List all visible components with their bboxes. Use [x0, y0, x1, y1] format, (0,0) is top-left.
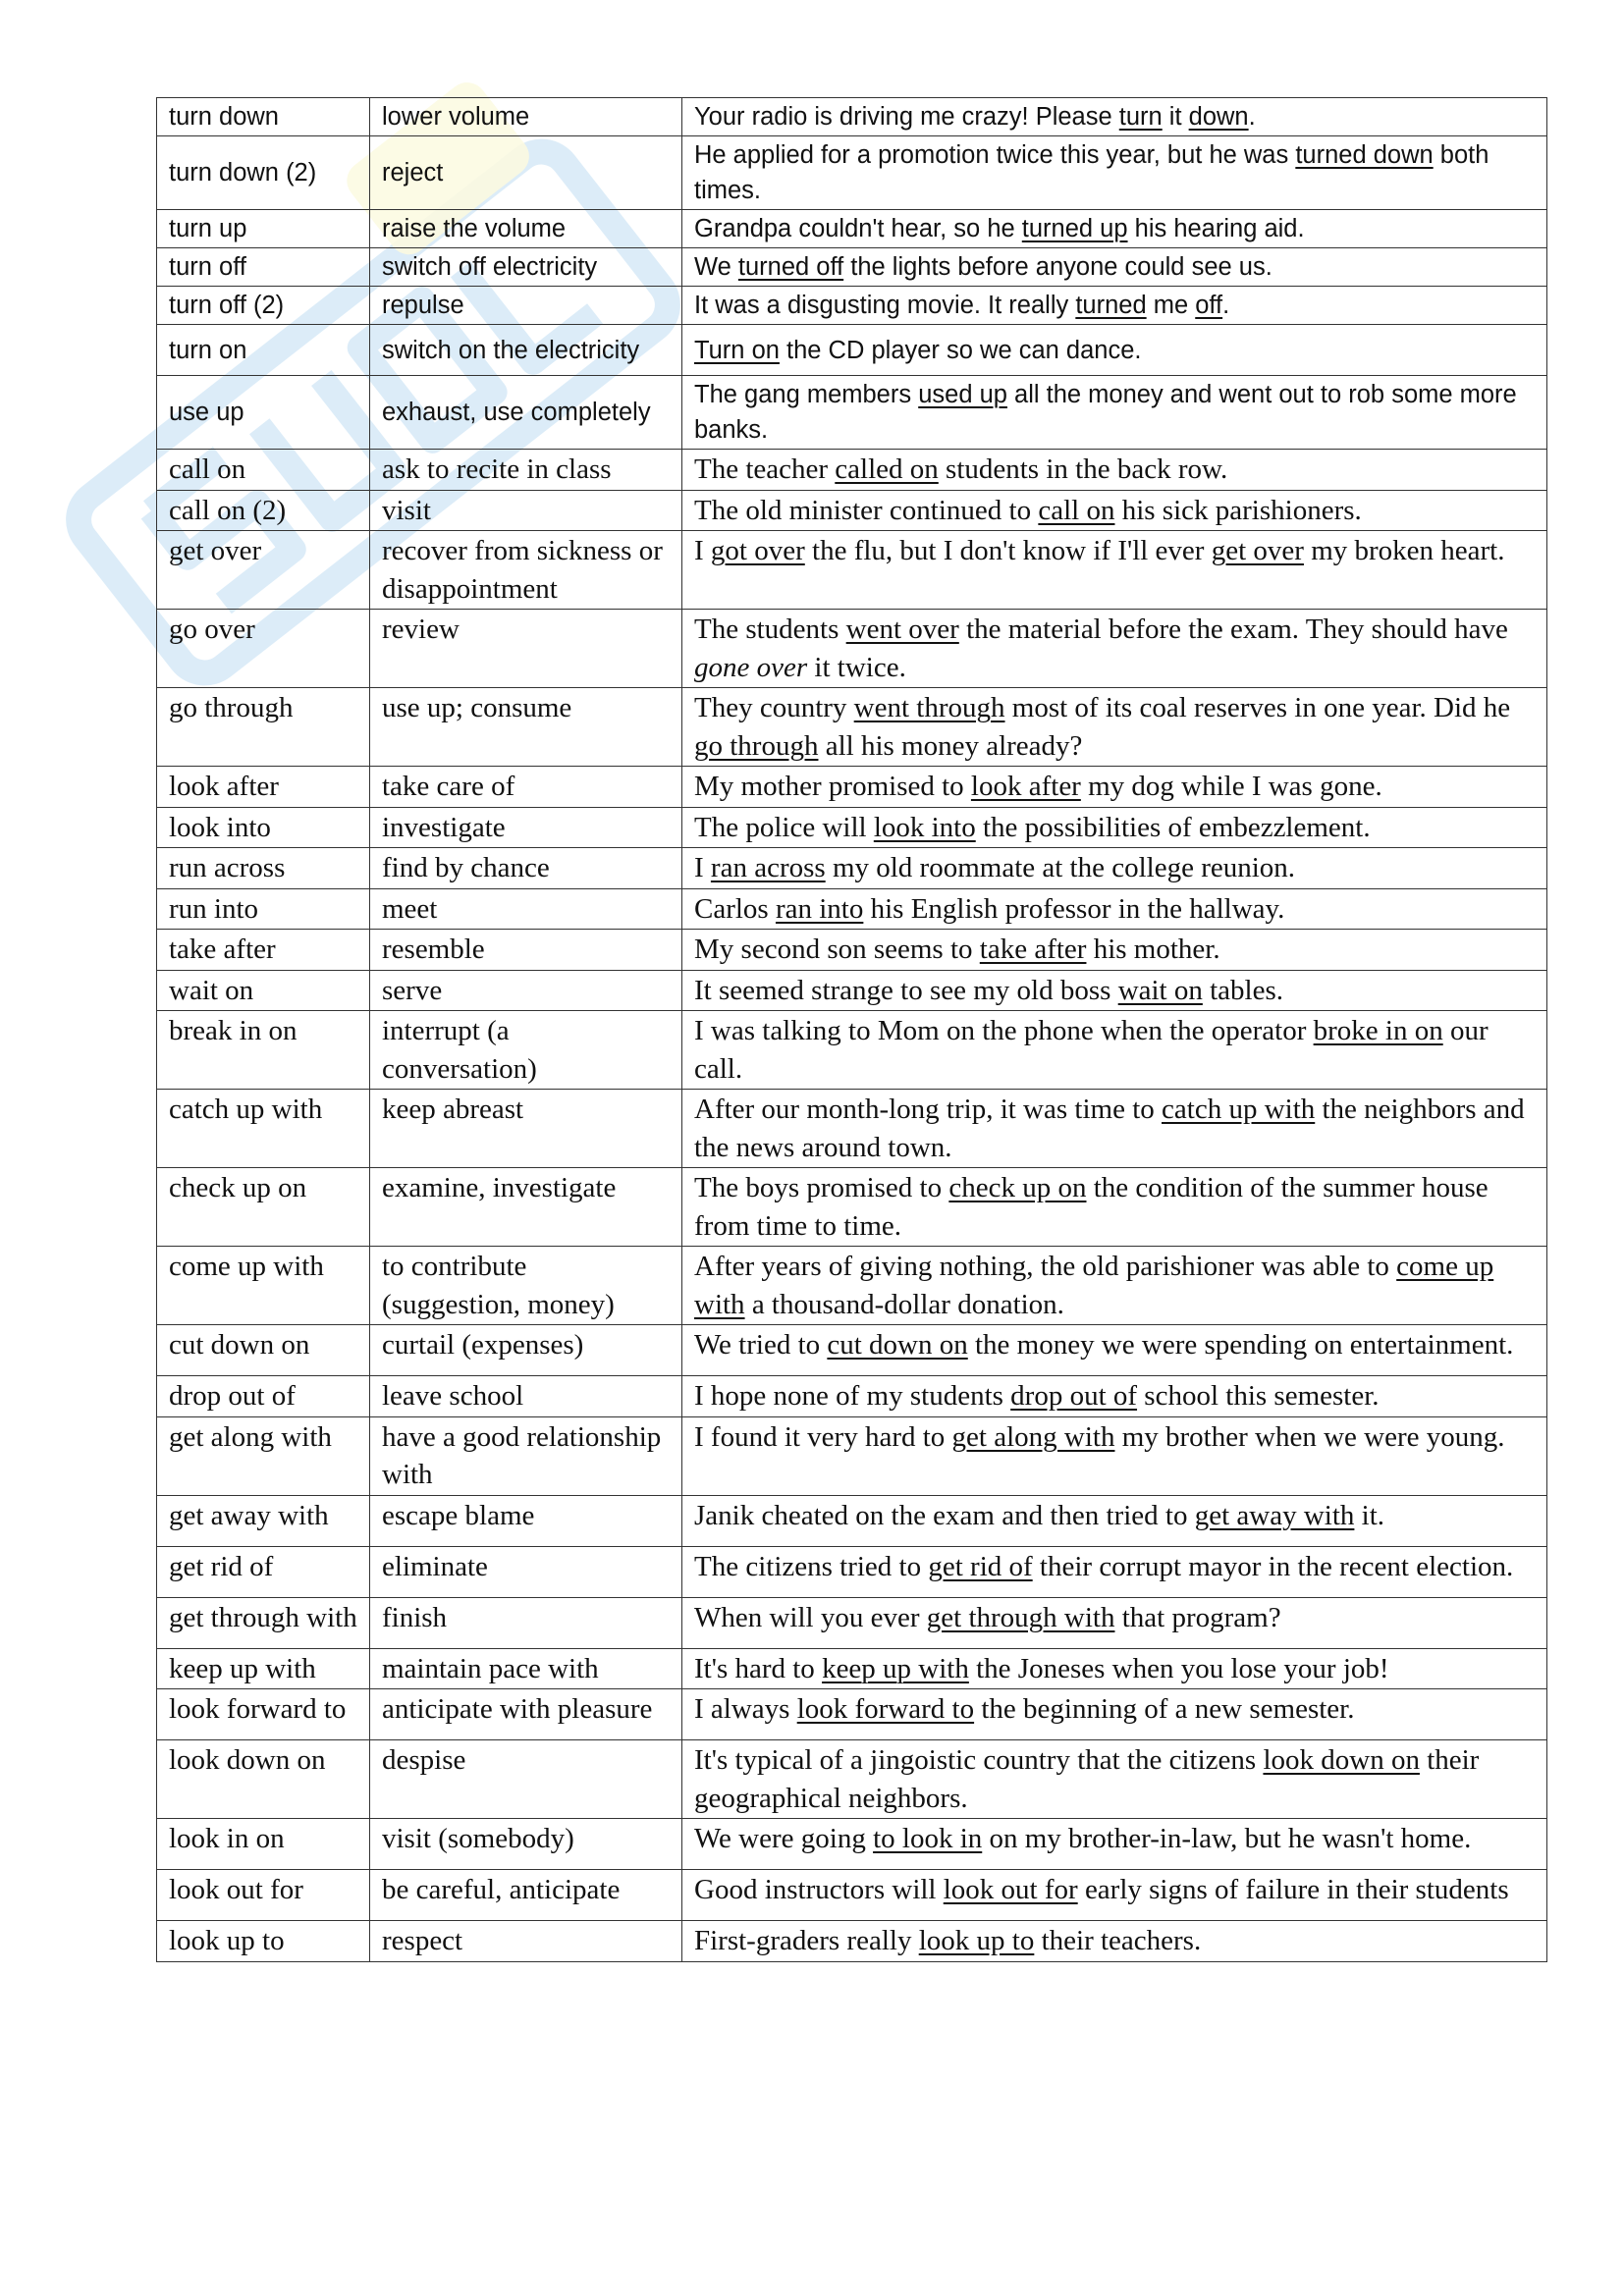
phrasal-verb-cell: turn up — [157, 210, 370, 248]
example-text: that program? — [1114, 1601, 1281, 1633]
example-text: After years of giving nothing, the old parishioner was able to — [694, 1251, 1397, 1282]
underlined-phrase: drop out of — [1010, 1380, 1138, 1412]
meaning-cell: raise the volume — [370, 210, 682, 248]
example-text: It's hard to — [694, 1652, 823, 1684]
example-cell — [682, 848, 1547, 889]
phrasal-verb-cell: turn down — [157, 98, 370, 136]
example-cell — [682, 98, 1547, 136]
underlined-phrase: ran across — [710, 852, 826, 883]
meaning-cell: leave school — [370, 1376, 682, 1417]
table-row — [157, 136, 1547, 210]
meaning-cell: exhaust, use completely — [370, 376, 682, 450]
example-text: Grandpa couldn't hear, so he — [694, 215, 1022, 242]
underlined-phrase: call on — [1038, 494, 1115, 526]
table-row — [157, 1495, 1547, 1546]
example-cell — [682, 807, 1547, 848]
example-text: it — [1162, 103, 1189, 131]
phrasal-verb-cell: run into — [157, 888, 370, 930]
example-text: The old minister continued to — [694, 494, 1039, 526]
underlined-phrase: keep up with — [822, 1652, 969, 1684]
underlined-phrase: to look in — [873, 1823, 983, 1854]
meaning-cell: visit — [370, 490, 682, 531]
meaning-cell: investigate — [370, 807, 682, 848]
table-row — [157, 930, 1547, 971]
table-row — [157, 688, 1547, 767]
example-text: their geographical neighbors. — [694, 1744, 1480, 1814]
phrasal-verb-cell: take after — [157, 930, 370, 971]
example-cell — [682, 287, 1547, 325]
table-row — [157, 1247, 1547, 1325]
underlined-phrase: catch up with — [1162, 1094, 1316, 1125]
meaning-cell: to contribute (suggestion, money) — [370, 1247, 682, 1325]
example-text: the CD player so we can dance. — [779, 336, 1142, 364]
phrasal-verb-cell: call on (2) — [157, 490, 370, 531]
example-text: My mother promised to — [694, 771, 971, 802]
example-text: the money we were spending on entertainment. — [967, 1329, 1514, 1361]
table-row — [157, 287, 1547, 325]
example-cell — [682, 1090, 1547, 1168]
phrasal-verb-cell: go through — [157, 688, 370, 767]
phrasal-verb-cell: use up — [157, 376, 370, 450]
example-text: a thousand-dollar donation. — [744, 1288, 1064, 1320]
underlined-phrase: used up — [918, 381, 1007, 408]
example-cell — [682, 1870, 1547, 1921]
example-text: it. — [1354, 1499, 1385, 1531]
example-cell — [682, 970, 1547, 1011]
underlined-phrase: get over — [1211, 535, 1304, 566]
phrasal-verb-cell: keep up with — [157, 1648, 370, 1689]
table-row — [157, 1740, 1547, 1819]
example-text: school this semester. — [1137, 1380, 1380, 1412]
underlined-phrase: turned down — [1295, 141, 1434, 169]
example-text: me — [1146, 292, 1196, 319]
table-row — [157, 490, 1547, 531]
example-text: We were going — [694, 1823, 874, 1854]
underlined-phrase: get rid of — [928, 1550, 1033, 1582]
underlined-phrase: called on — [835, 454, 939, 485]
example-text: all the money and went out to rob some more banks. — [694, 381, 1517, 444]
example-text: the beginning of a new semester. — [974, 1693, 1355, 1725]
underlined-phrase: turned off — [737, 253, 844, 281]
example-text: both times. — [694, 141, 1489, 204]
underlined-phrase: go through — [694, 729, 819, 762]
meaning-cell: maintain pace with — [370, 1648, 682, 1689]
example-cell — [682, 1247, 1547, 1325]
underlined-phrase: ran into — [775, 892, 864, 925]
underlined-phrase: Turn on — [694, 336, 780, 364]
example-text: the possibilities of embezzlement. — [975, 811, 1371, 843]
example-cell — [682, 1416, 1547, 1495]
meaning-cell: repulse — [370, 287, 682, 325]
meaning-cell: meet — [370, 888, 682, 930]
example-text: I always — [694, 1693, 797, 1725]
table-row — [157, 610, 1547, 688]
phrasal-verb-cell: get along with — [157, 1416, 370, 1495]
example-cell — [682, 1597, 1547, 1648]
underlined-phrase: look after — [970, 771, 1081, 802]
example-text: the condition of the summer house from time to time. — [694, 1172, 1489, 1242]
underlined-phrase: get along with — [951, 1420, 1115, 1453]
phrasal-verb-cell: get through with — [157, 1597, 370, 1648]
phrasal-verb-cell: turn off (2) — [157, 287, 370, 325]
underlined-phrase: look forward to — [796, 1693, 975, 1725]
table-row — [157, 325, 1547, 376]
phrasal-verb-cell: turn on — [157, 325, 370, 376]
meaning-cell: keep abreast — [370, 1090, 682, 1168]
example-text: all his money already? — [818, 729, 1083, 762]
phrasal-verb-cell: turn down (2) — [157, 136, 370, 210]
table-row — [157, 807, 1547, 848]
example-text: I — [694, 852, 711, 883]
phrasal-verb-cell: go over — [157, 610, 370, 688]
example-cell — [682, 1648, 1547, 1689]
phrasal-verb-cell: turn off — [157, 248, 370, 287]
example-text: I found it very hard to — [694, 1420, 952, 1453]
phrasal-verb-cell: check up on — [157, 1168, 370, 1247]
example-cell — [682, 1168, 1547, 1247]
example-text: I hope none of my students — [694, 1380, 1011, 1412]
example-text: The citizens tried to — [694, 1550, 929, 1582]
meaning-cell: switch off electricity — [370, 248, 682, 287]
phrasal-verb-cell: get over — [157, 531, 370, 610]
table-row — [157, 1597, 1547, 1648]
underlined-phrase: turned up — [1021, 215, 1128, 242]
example-text: When will you ever — [694, 1601, 927, 1633]
underlined-phrase: turn — [1118, 103, 1163, 131]
example-cell — [682, 930, 1547, 971]
example-cell — [682, 1546, 1547, 1597]
example-text: his hearing aid. — [1127, 215, 1305, 242]
phrasal-verb-cell: look down on — [157, 1740, 370, 1819]
example-cell — [682, 136, 1547, 210]
example-cell — [682, 531, 1547, 610]
phrasal-verb-cell: look in on — [157, 1819, 370, 1870]
meaning-cell: visit (somebody) — [370, 1819, 682, 1870]
table-row — [157, 848, 1547, 889]
example-cell — [682, 767, 1547, 808]
table-row — [157, 248, 1547, 287]
phrasal-verb-cell: cut down on — [157, 1325, 370, 1376]
meaning-cell: have a good relationship with — [370, 1416, 682, 1495]
example-text: his English professor in the hallway. — [863, 892, 1285, 925]
phrasal-verb-cell: look forward to — [157, 1689, 370, 1740]
meaning-cell: serve — [370, 970, 682, 1011]
example-cell — [682, 1011, 1547, 1090]
table-row — [157, 1416, 1547, 1495]
table-row — [157, 1921, 1547, 1962]
table-row — [157, 1325, 1547, 1376]
underlined-phrase: get through with — [926, 1601, 1115, 1633]
table-row — [157, 767, 1547, 808]
meaning-cell: recover from sickness or disappointment — [370, 531, 682, 610]
example-cell — [682, 1740, 1547, 1819]
example-text: Carlos — [694, 892, 776, 925]
table-row — [157, 210, 1547, 248]
phrasal-verbs-table — [156, 97, 1547, 1962]
phrasal-verb-cell: look out for — [157, 1870, 370, 1921]
phrasal-verb-cell: drop out of — [157, 1376, 370, 1417]
phrasal-verb-cell: look into — [157, 807, 370, 848]
meaning-cell: finish — [370, 1597, 682, 1648]
underlined-phrase: cut down on — [827, 1329, 968, 1361]
table-row — [157, 1090, 1547, 1168]
example-cell — [682, 1495, 1547, 1546]
example-text: My second son seems to — [694, 934, 980, 965]
underlined-phrase: went through — [853, 692, 1005, 723]
phrasal-verb-cell: break in on — [157, 1011, 370, 1090]
example-text: The police will — [694, 811, 874, 843]
underlined-phrase: take after — [979, 934, 1087, 965]
example-text: Your radio is driving me crazy! Please — [694, 103, 1119, 131]
example-text: I was talking to Mom on the phone when the operator — [694, 1015, 1314, 1046]
example-text: The boys promised to — [694, 1172, 949, 1203]
table-row — [157, 1648, 1547, 1689]
example-text: I — [694, 535, 711, 566]
example-cell — [682, 610, 1547, 688]
underlined-phrase: get away with — [1194, 1499, 1355, 1531]
example-text: The gang members — [694, 381, 919, 408]
meaning-cell: escape blame — [370, 1495, 682, 1546]
example-text: They country — [694, 692, 854, 723]
table-row — [157, 376, 1547, 450]
example-text: . — [1222, 292, 1230, 319]
meaning-cell: despise — [370, 1740, 682, 1819]
example-cell — [682, 210, 1547, 248]
example-cell — [682, 376, 1547, 450]
meaning-cell: switch on the electricity — [370, 325, 682, 376]
example-text: my brother when we were young. — [1114, 1420, 1505, 1453]
example-cell — [682, 888, 1547, 930]
example-text: We — [694, 253, 738, 281]
table-row — [157, 1168, 1547, 1247]
example-text: The teacher — [694, 454, 836, 485]
example-text: his sick parishioners. — [1114, 494, 1362, 526]
underlined-phrase: went over — [845, 614, 959, 645]
table-row — [157, 1819, 1547, 1870]
phrasal-verb-cell: get rid of — [157, 1546, 370, 1597]
example-text: it twice. — [807, 651, 906, 683]
example-text: students in the back row. — [938, 454, 1228, 485]
example-text: It's typical of a jingoistic country that the citizens — [694, 1744, 1264, 1776]
table-row — [157, 1376, 1547, 1417]
meaning-cell: interrupt (a conversation) — [370, 1011, 682, 1090]
table-row — [157, 1689, 1547, 1740]
example-text: the Joneses when you lose your job! — [968, 1652, 1389, 1684]
example-text: on my brother-in-law, but he wasn't home. — [982, 1823, 1472, 1854]
italic-phrase: gone over — [694, 651, 808, 683]
table-row — [157, 450, 1547, 491]
underlined-phrase: turned — [1075, 292, 1147, 319]
underlined-phrase: got over — [710, 535, 805, 566]
example-cell — [682, 325, 1547, 376]
example-cell — [682, 1325, 1547, 1376]
example-text: their teachers. — [1034, 1925, 1202, 1956]
underlined-phrase: look out for — [943, 1874, 1078, 1905]
example-text: the neighbors and the news around town. — [694, 1094, 1525, 1163]
meaning-cell: use up; consume — [370, 688, 682, 767]
example-text: early signs of failure in their students — [1077, 1874, 1509, 1905]
underlined-phrase: come up with — [694, 1251, 1494, 1320]
phrasal-verb-cell: call on — [157, 450, 370, 491]
example-text: the material before the exam. They should have — [958, 614, 1508, 645]
example-text: the flu, but I don't know if I'll ever — [804, 535, 1212, 566]
example-text: We tried to — [694, 1329, 828, 1361]
underlined-phrase: wait on — [1117, 974, 1203, 1006]
table-row — [157, 531, 1547, 610]
example-cell — [682, 450, 1547, 491]
underlined-phrase: off — [1195, 292, 1223, 319]
example-cell — [682, 490, 1547, 531]
example-text: his mother. — [1086, 934, 1220, 965]
table-row — [157, 1870, 1547, 1921]
meaning-cell: examine, investigate — [370, 1168, 682, 1247]
example-text: my dog while I was gone. — [1080, 771, 1382, 802]
example-text: . — [1248, 103, 1256, 131]
meaning-cell: resemble — [370, 930, 682, 971]
table-row — [157, 970, 1547, 1011]
example-text: our call. — [694, 1015, 1489, 1085]
phrasal-verb-cell: get away with — [157, 1495, 370, 1546]
phrasal-verb-cell: catch up with — [157, 1090, 370, 1168]
meaning-cell: review — [370, 610, 682, 688]
example-cell — [682, 248, 1547, 287]
example-text: my old roommate at the college reunion. — [825, 852, 1296, 883]
example-cell — [682, 1689, 1547, 1740]
example-cell — [682, 1921, 1547, 1962]
meaning-cell: curtail (expenses) — [370, 1325, 682, 1376]
example-text: the lights before anyone could see us. — [843, 253, 1272, 281]
example-text: First-graders really — [694, 1925, 919, 1956]
meaning-cell: anticipate with pleasure — [370, 1689, 682, 1740]
table-row — [157, 98, 1547, 136]
phrasal-verb-cell: come up with — [157, 1247, 370, 1325]
phrasal-verb-cell: look up to — [157, 1921, 370, 1962]
example-cell — [682, 1819, 1547, 1870]
example-text: He applied for a promotion twice this year, but he was — [694, 141, 1296, 169]
underlined-phrase: down — [1188, 103, 1249, 131]
example-text: most of its coal reserves in one year. Did he — [1004, 692, 1511, 723]
underlined-phrase: look into — [873, 811, 976, 843]
underlined-phrase: broke in on — [1313, 1015, 1443, 1046]
example-text: It seemed strange to see my old boss — [694, 974, 1118, 1006]
example-text: It was a disgusting movie. It really — [694, 292, 1076, 319]
example-text: The students — [694, 614, 846, 645]
meaning-cell: ask to recite in class — [370, 450, 682, 491]
table-row — [157, 888, 1547, 930]
table-row — [157, 1011, 1547, 1090]
meaning-cell: eliminate — [370, 1546, 682, 1597]
meaning-cell: reject — [370, 136, 682, 210]
phrasal-verb-cell: run across — [157, 848, 370, 889]
table-row — [157, 1546, 1547, 1597]
example-text: their corrupt mayor in the recent election. — [1032, 1550, 1514, 1582]
example-text: my broken heart. — [1303, 535, 1505, 566]
example-text: tables. — [1202, 974, 1284, 1006]
meaning-cell: respect — [370, 1921, 682, 1962]
phrasal-verb-cell: look after — [157, 767, 370, 808]
meaning-cell: lower volume — [370, 98, 682, 136]
meaning-cell: be careful, anticipate — [370, 1870, 682, 1921]
underlined-phrase: look up to — [918, 1925, 1035, 1956]
example-cell — [682, 688, 1547, 767]
example-text: Janik cheated on the exam and then tried to — [694, 1499, 1195, 1531]
meaning-cell: take care of — [370, 767, 682, 808]
underlined-phrase: look down on — [1263, 1744, 1420, 1776]
example-text: Good instructors will — [694, 1874, 944, 1905]
phrasal-verb-cell: wait on — [157, 970, 370, 1011]
meaning-cell: find by chance — [370, 848, 682, 889]
underlined-phrase: check up on — [948, 1172, 1087, 1203]
example-text: After our month-long trip, it was time to — [694, 1094, 1163, 1125]
example-cell — [682, 1376, 1547, 1417]
